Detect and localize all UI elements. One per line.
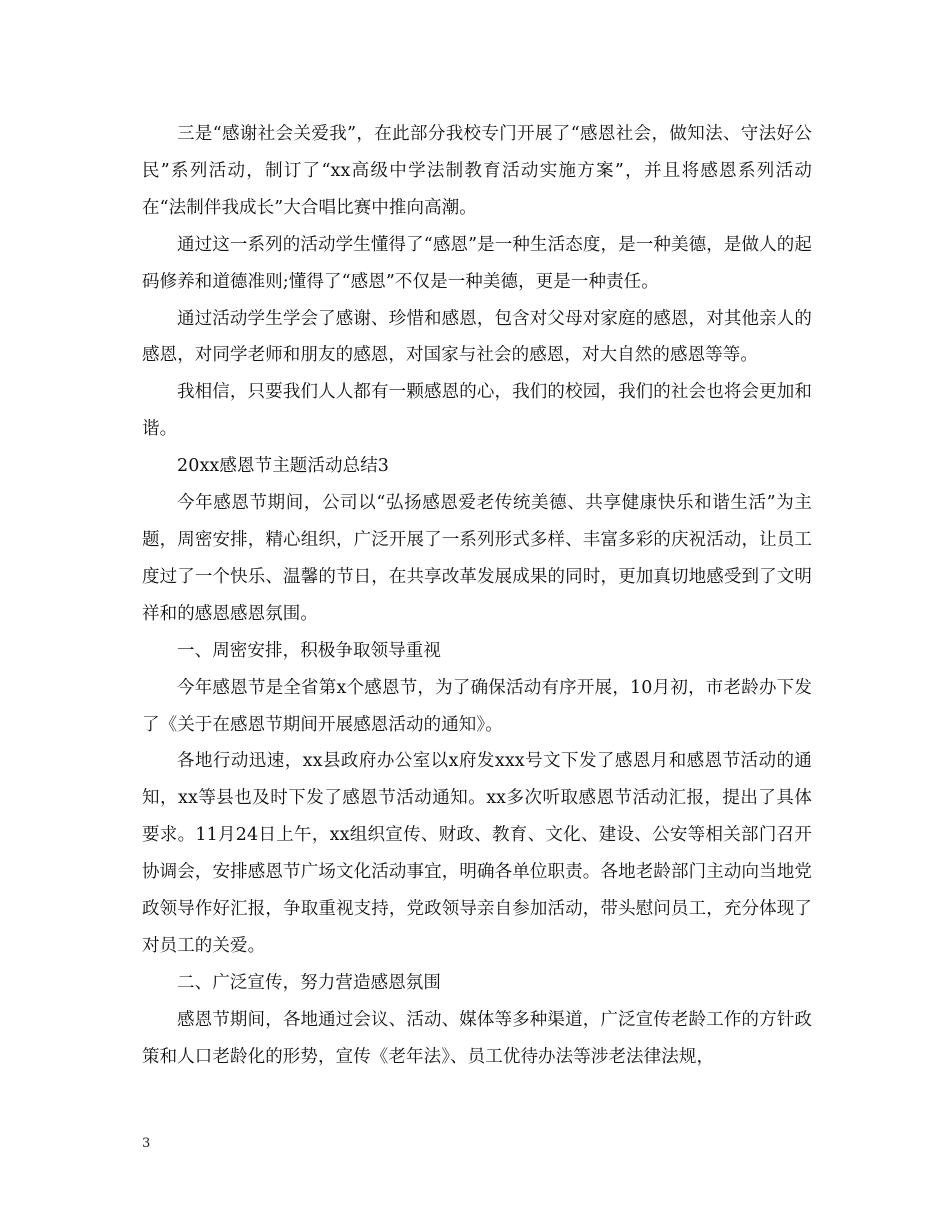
- paragraph-society-gratitude: 三是“感谢社会关爱我”，在此部分我校专门开展了“感恩社会，做知法、守法好公民”系列活动，制订了“xx高级中学法制教育活动实施方案”，并且将感恩系列活动在“法制伴我成长”大合唱比赛中推向高潮。: [142, 124, 812, 218]
- paragraph-local-actions: 各地行动迅速，xx县政府办公室以x府发xxx号文下发了感恩月和感恩节活动的通知，xx等县也及时下发了感恩节活动通知。xx多次听取感恩节活动汇报，提出了具体要求。11月24日上午，xx组织宣传、财政、教育、文化、建设、公安等相关部门召开协调会，安排感恩节广场文化活动事宜，明确各单位职责。各地老龄部门主动向当地党政领导作好汇报，争取重视支持，党政领导亲自参加活动，带头慰问员工，充分体现了对员工的关爱。: [142, 751, 812, 956]
- page-number: 3: [142, 1136, 151, 1151]
- section-title: 20xx感恩节主题活动总结3: [177, 456, 390, 477]
- paragraph-notice: 今年感恩节是全省第x个感恩节，为了确保活动有序开展，10月初，市老龄办下发了《关于在感恩节期间开展感恩活动的通知》。: [142, 677, 812, 735]
- paragraph-company-activities: 今年感恩节期间，公司以“弘扬感恩爱老传统美德、共享健康快乐和谐生活”为主题，周密安排，精心组织，广泛开展了一系列形式多样、丰富多彩的庆祝活动，让员工度过了一个快乐、温馨的节日，在共享改革发展成果的同时，更加真切地感受到了文明祥和的感恩感恩氛围。: [142, 493, 812, 624]
- paragraph-publicity: 感恩节期间，各地通过会议、活动、媒体等多种渠道，广泛宣传老龄工作的方针政策和人口老龄化的形势，宣传《老年法》、员工优待办法等涉老法律法规，: [142, 1009, 812, 1067]
- paragraph-harmony: 我相信，只要我们人人都有一颗感恩的心，我们的校园，我们的社会也将会更加和谐。: [142, 382, 812, 440]
- document-body: [142, 116, 812, 1076]
- subheading-one: 一、周密安排，积极争取领导重视: [177, 640, 441, 661]
- paragraph-learned-gratitude: 通过活动学生学会了感谢、珍惜和感恩，包含对父母对家庭的感恩，对其他亲人的感恩，对同学老师和朋友的感恩，对国家与社会的感恩，对大自然的感恩等等。: [142, 308, 812, 366]
- subheading-two: 二、广泛宣传，努力营造感恩氛围: [177, 972, 441, 993]
- paragraph-gratitude-attitude: 通过这一系列的活动学生懂得了“感恩”是一种生活态度，是一种美德，是做人的起码修养和道德准则;懂得了“感恩”不仅是一种美德，更是一种责任。: [142, 234, 812, 292]
